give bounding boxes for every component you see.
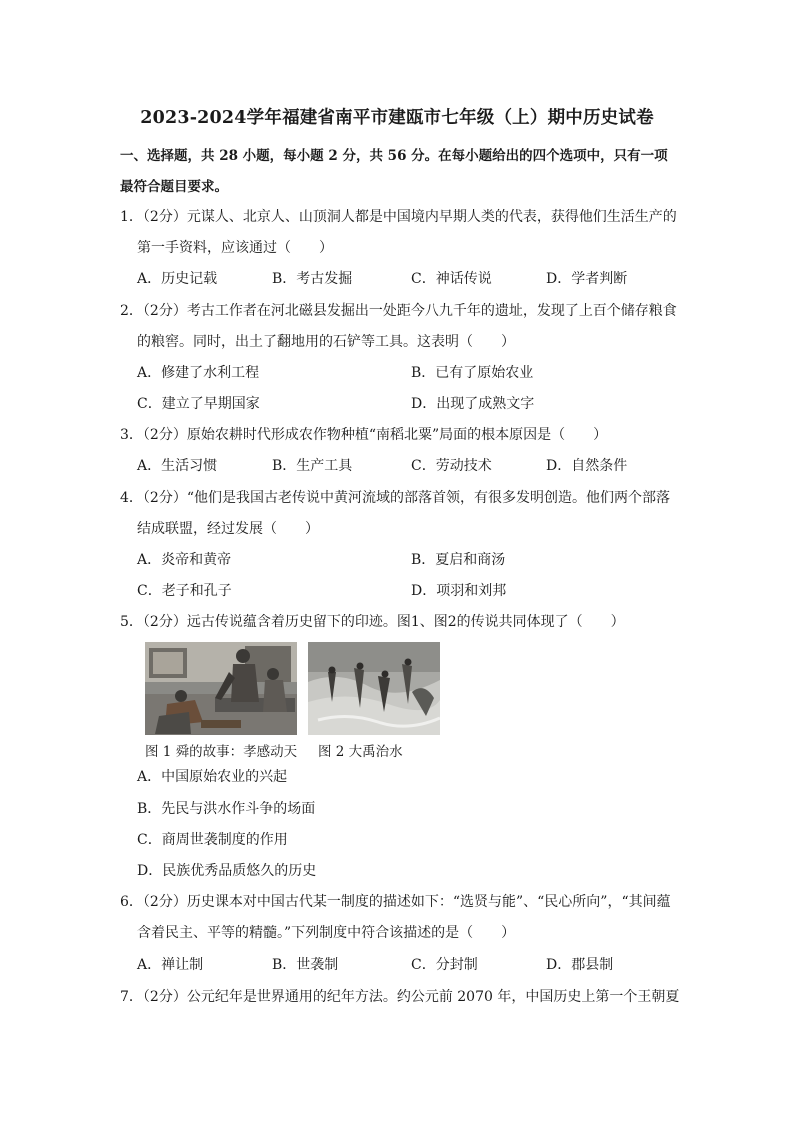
question-2-option-d: D．出现了成熟文字 [411,396,535,412]
question-2-option-a: A．修建了水利工程 [137,365,260,381]
question-2-option-b: B．已有了原始农业 [411,365,534,381]
exam-title: 2023-2024学年福建省南平市建瓯市七年级（上）期中历史试卷 [140,108,654,128]
question-5-stem-line1: 5．（2分）远古传说蕴含着历史留下的印迹。图1、图2的传说共同体现了（ ） [120,614,625,630]
question-6-stem-line1: 6．（2分）历史课本对中国古代某一制度的描述如下：“选贤与能”、“民心所向”，“其间蕴 [120,894,671,910]
question-4-option-d: D．项羽和刘邦 [411,583,507,599]
question-6-stem-line2: 含着民主、平等的精髓。”下列制度中符合该描述的是（ ） [137,925,516,941]
question-4-option-a: A．炎帝和黄帝 [137,552,232,568]
question-3-option-d: D．自然条件 [546,458,628,474]
question-7-stem-line1: 7．（2分）公元纪年是世界通用的纪年方法。约公元前 2070 年，中国历史上第一个王朝夏 [120,989,680,1005]
question-3-option-a: A．生活习惯 [137,458,218,474]
question-1-option-a: A．历史记载 [137,271,218,287]
question-2-stem-line1: 2．（2分）考古工作者在河北磁县发掘出一处距今八九千年的遗址，发现了上百个储存粮食 [120,303,677,319]
figure-1-caption: 图 1 舜的故事：孝感动天 [145,744,298,760]
question-1-option-c: C．神话传说 [411,271,492,287]
question-1-stem-line2: 第一手资料，应该通过（ ） [137,240,333,256]
section-heading-line2: 最符合题目要求。 [120,179,228,195]
question-5-option-b: B．先民与洪水作斗争的场面 [137,801,316,817]
question-3-option-c: C．劳动技术 [411,458,492,474]
question-6-option-d: D．郡县制 [546,957,614,973]
question-5-option-a: A．中国原始农业的兴起 [137,769,288,785]
question-6-option-b: B．世袭制 [272,957,339,973]
question-2-stem-line2: 的粮窖。同时，出土了翻地用的石铲等工具。这表明（ ） [137,334,515,350]
question-1-option-d: D．学者判断 [546,271,628,287]
question-2-option-c: C．建立了早期国家 [137,396,260,412]
question-5-option-c: C．商周世袭制度的作用 [137,832,288,848]
question-3-stem-line1: 3．（2分）原始农耕时代形成农作物种植“南稻北粟”局面的根本原因是（ ） [120,427,608,443]
figure-2-image [308,642,440,735]
section-heading-line1: 一、选择题，共 28 小题，每小题 2 分，共 56 分。在每小题给出的四个选项中，只有一项 [120,148,668,164]
question-4-option-b: B．夏启和商汤 [411,552,506,568]
figure-1-image [145,642,297,735]
question-3-option-b: B．生产工具 [272,458,353,474]
question-5-option-d: D．民族优秀品质悠久的历史 [137,863,317,879]
question-1-option-b: B．考古发掘 [272,271,353,287]
question-4-option-c: C．老子和孔子 [137,583,232,599]
question-1-stem-line1: 1．（2分）元谋人、北京人、山顶洞人都是中国境内早期人类的代表，获得他们生活生产的 [120,209,677,225]
question-6-option-a: A．禅让制 [137,957,204,973]
figure-2-caption: 图 2 大禹治水 [318,744,403,760]
question-4-stem-line2: 结成联盟，经过发展（ ） [137,521,319,537]
question-6-option-c: C．分封制 [411,957,478,973]
question-4-stem-line1: 4．（2分）“他们是我国古老传说中黄河流域的部落首领，有很多发明创造。他们两个部落 [120,490,670,506]
